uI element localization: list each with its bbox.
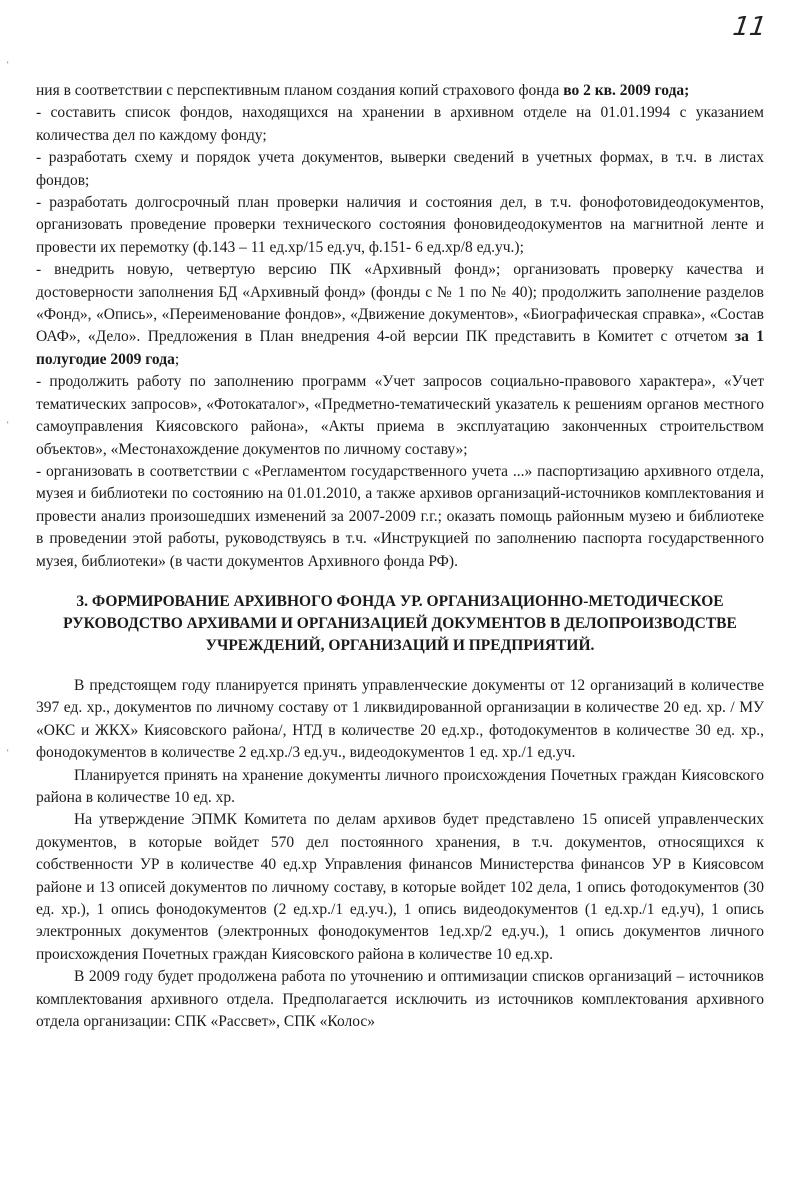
scan-mark: ‘: [6, 60, 10, 71]
bullet-item: - составить список фондов, находящихся на хранении в архивном отделе на 01.01.1994 с указанием количества дел по каждому фонду;: [36, 104, 764, 144]
document-body: [36, 80, 764, 1033]
bullet-item: - внедрить новую, четвертую версию ПК «Архивный фонд»; организовать проверку качества и достоверности заполнения БД «Архивный фонд» (фонды с № 1 по № 40); продолжить заполнение разделов «Фонд», «Опись», «Переименование фондов», «Движение документов», «Биографическая справка», «Состав ОАФ», «Дело». Предложения в План внедрения 4-ой версии ПК представить в Комитет с отчетом за 1 полугодие 2009 года;: [36, 261, 764, 368]
bullet-item: - разработать долгосрочный план проверки наличия и состояния дел, в т.ч. фонофотовидеодокументов, организовать проведение проверки технического состояния фоновидеодокументов на магнитной ленте и провести их перемотку (ф.143 – 11 ед.хр/15 ед.уч, ф.151- 6 ед.хр/8 ед.уч.);: [36, 194, 764, 256]
paragraph: В предстоящем году планируется принять управленческие документы от 12 организаций в количестве 397 ед. хр., документов по личному составу от 1 ликвидированной организации в количестве 20 ед. хр. / МУ «ОКС и ЖКХ» Киясовского района/, НТД в количестве 20 ед.хр., фотодокументов в количестве 30 ед. хр., фонодокументов в количестве 2 ед.хр./3 ед.уч., видеодокументов 1 ед. хр./1 ед.уч.: [36, 676, 764, 762]
section-heading: 3. ФОРМИРОВАНИЕ АРХИВНОГО ФОНДА УР. ОРГАНИЗАЦИОННО-МЕТОДИЧЕСКОЕ РУКОВОДСТВО АРХИВАМИ И ОРГАНИЗАЦИЕЙ ДОКУМЕНТОВ В ДЕЛОПРОИЗВОДСТВЕ УЧРЕЖДЕНИЙ, ОРГАНИЗАЦИЙ И ПРЕДПРИЯТИЙ.: [63, 592, 737, 654]
bullet-item: - организовать в соответствии с «Регламентом государственного учета ...» паспортизацию архивного отдела, музея и библиотеки по состоянию на 01.01.2010, а также архивов организаций-источников комплектования и провести анализ произошедших изменений за 2007-2009 г.г.; оказать помощь районным музею и библиотеке в проведении этой работы, руководствуясь в т.ч. «Инструкцией по заполнению паспорта государственного музея, библиотеки» (в части документов Архивного фонда РФ).: [36, 462, 764, 570]
page-number: 11: [730, 12, 769, 42]
paragraph: На утверждение ЭПМК Комитета по делам архивов будет представлено 15 описей управленческих документов, в которые войдет 570 дел постоянного хранения, в т.ч. документов, относящихся к собственности УР в количестве 40 ед.хр Управления финансов Министерства финансов УР в Киясовсом районе и 13 описей документов по личному составу, в которые войдет 102 дела, 1 опись фотодокументов (30 ед. хр.), 1 опись фонодокументов (2 ед.хр./1 ед.уч.), 1 опись видеодокументов (1 ед.хр./1 ед.уч), 1 опись электронных документов (электронных фонодокументов 1ед.хр/2 ед.уч.), 1 опись документов личного происхождения Почетных граждан Киясовского района в количестве 10 ед.хр.: [36, 811, 764, 963]
bullet-item: - разработать схему и порядок учета документов, выверки сведений в учетных формах, в т.ч. в листах фондов;: [36, 149, 764, 189]
bullet-item: - продолжить работу по заполнению программ «Учет запросов социально-правового характера», «Учет тематических запросов», «Фотокаталог», «Предметно-тематический указатель к решениям органов местного самоуправления Киясовского района», «Акты приема в эксплуатацию законченных строительством объектов», «Местонахождение документов по личному составу»;: [36, 373, 764, 458]
scan-mark: ‘: [6, 420, 10, 431]
paragraph: Планируется принять на хранение документы личного происхождения Почетных граждан Киясовского района в количестве 10 ед. хр.: [36, 766, 764, 806]
bullet-item: ния в соответствии с перспективным планом создания копий страхового фонда во 2 кв. 2009 года;: [36, 82, 690, 99]
paragraph: В 2009 году будет продолжена работа по уточнению и оптимизации списков организаций – источников комплектования архивного отдела. Предполагается исключить из источников комплектования архивного отдела организации: СПК «Рассвет», СПК «Колос»: [36, 968, 764, 1031]
scan-mark: ‘: [6, 748, 10, 759]
